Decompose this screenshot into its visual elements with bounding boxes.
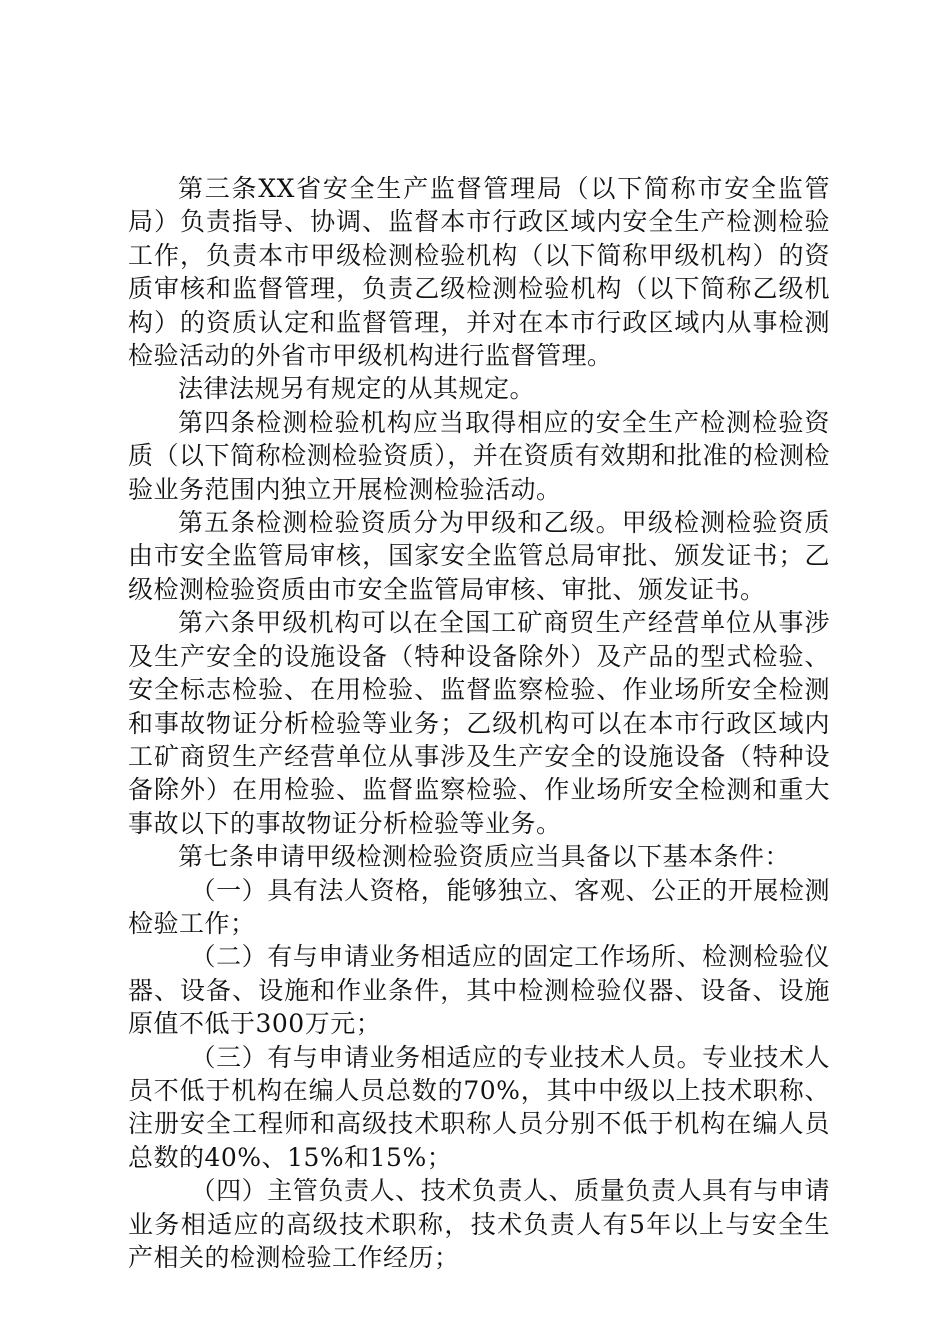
paragraph-condition-3: （三）有与申请业务相适应的专业技术人员。专业技术人员不低于机构在编人员总数的70%，其中中级以上技术职称、注册安全工程师和高级技术职称人员分别不低于机构在编人员总数的40%、15%和15%；: [128, 1042, 830, 1172]
paragraph-law-note: 法律法规另有规定的从其规定。: [178, 374, 536, 404]
paragraph-article-4: 第四条检测检验机构应当取得相应的安全生产检测检验资质（以下简称检测检验资质），并在资质有效期和批准的检测检验业务范围内独立开展检测检验活动。: [128, 407, 830, 504]
paragraph-condition-2: （二）有与申请业务相适应的固定工作场所、检测检验仪器、设备、设施和作业条件，其中检测检验仪器、设备、设施原值不低于300万元；: [128, 942, 830, 1039]
paragraph-condition-1: （一）具有法人资格，能够独立、客观、公正的开展检测检验工作；: [128, 875, 830, 938]
paragraph-condition-4: （四）主管负责人、技术负责人、质量负责人具有与申请业务相适应的高级技术职称，技术负责人有5年以上与安全生产相关的检测检验工作经历；: [128, 1176, 830, 1272]
paragraph-article-5: 第五条检测检验资质分为甲级和乙级。甲级检测检验资质由市安全监管局审核，国家安全监管总局审批、颁发证书；乙级检测检验资质由市安全监管局审核、审批、颁发证书。: [128, 508, 830, 604]
document-body: [128, 172, 830, 1274]
paragraph-article-6: 第六条甲级机构可以在全国工矿商贸生产经营单位从事涉及生产安全的设施设备（特种设备除外）及产品的型式检验、安全标志检验、在用检验、监督监察检验、作业场所安全检测和事故物证分析检验等业务；乙级机构可以在本市行政区域内工矿商贸生产经营单位从事涉及生产安全的设施设备（特种设备除外）在用检验、监督监察检验、作业场所安全检测和重大事故以下的事故物证分析检验等业务。: [128, 608, 830, 838]
paragraph-article-7: 第七条申请甲级检测检验资质应当具备以下基本条件：: [178, 842, 791, 872]
paragraph-article-3: 第三条XX省安全生产监督管理局（以下简称市安全监管局）负责指导、协调、监督本市行政区域内安全生产检测检验工作，负责本市甲级检测检验机构（以下简称甲级机构）的资质审核和监督管理，负责乙级检测检验机构（以下简称乙级机构）的资质认定和监督管理，并对在本市行政区域内从事检测检验活动的外省市甲级机构进行监督管理。: [128, 174, 830, 371]
